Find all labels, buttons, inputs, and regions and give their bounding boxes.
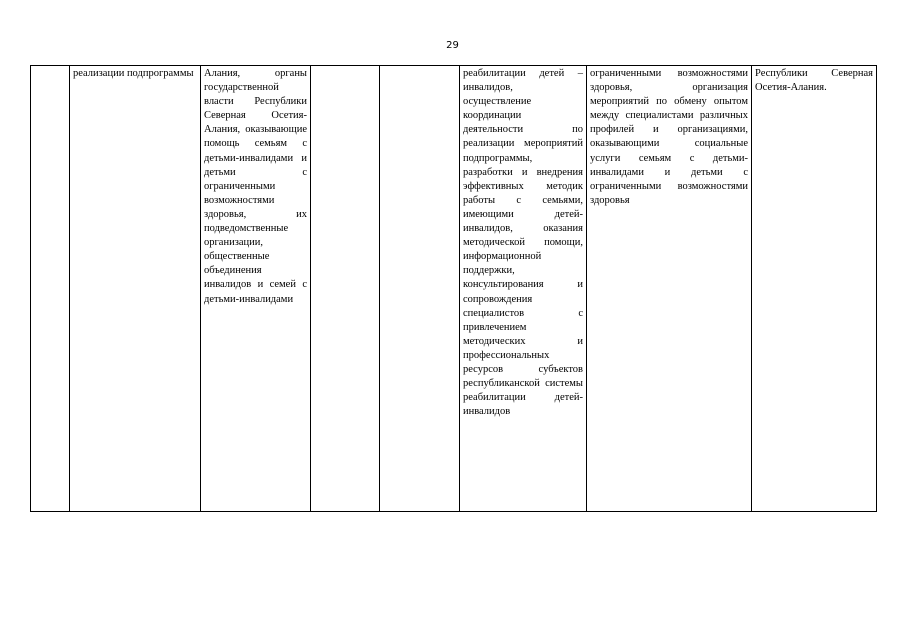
table-row bbox=[31, 66, 877, 512]
cell-activities: ограниченными возможностями здоровья, организация мероприятий по обмену опытом между специалистами различных профилей и организациями, оказывающими социальные услуги семьям с детьми-инвалидами и детьми с ограниченными возможностями здоровья bbox=[587, 66, 752, 512]
document-table bbox=[30, 65, 877, 512]
cell-number bbox=[31, 66, 70, 512]
cell-goals: реабилитации детей – инвалидов, осуществление координации деятельности по реализации мероприятий подпрограммы, разработки и внедрения эффективных методик работы с семьями, имеющими детей-инвалидов, оказания методической помощи, информационной поддержки, консультирования и сопровождения специалистов с привлечением методических и профессиональных ресурсов субъектов республиканской системы реабилитации детей-инвалидов bbox=[460, 66, 587, 512]
cell-empty-1 bbox=[311, 66, 380, 512]
page-number: 29 bbox=[446, 40, 459, 51]
cell-empty-2 bbox=[380, 66, 460, 512]
cell-region: Республики Северная Осетия-Алания. bbox=[752, 66, 877, 512]
cell-executors: Алания, органы государственной власти Республики Северная Осетия-Алания, оказывающие помощь семьям с детьми-инвалидами и детьми с ограниченными возможностями здоровья, их подведомственные организации, общественные объединения инвалидов и семей с детьми-инвалидами bbox=[201, 66, 311, 512]
cell-stage: реализации подпрограммы bbox=[70, 66, 201, 512]
